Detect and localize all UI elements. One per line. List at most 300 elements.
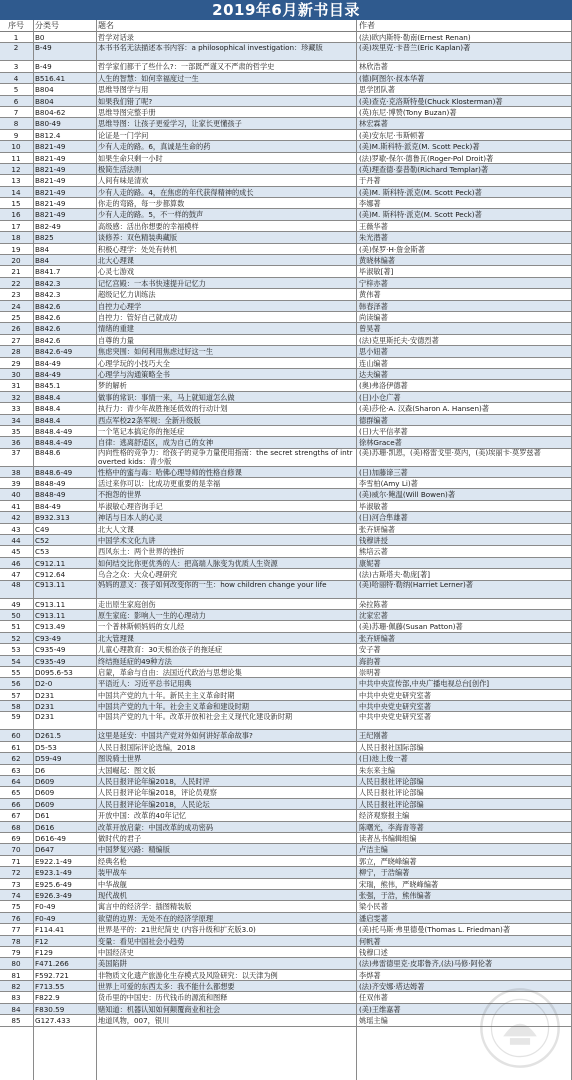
table-row [0,1004,572,1015]
table-row [0,633,572,644]
row-class-number: C913.11 [35,581,66,590]
row-index: 30 [11,369,21,379]
table-row [0,599,572,610]
table-row [0,742,572,753]
row-title: 赌知道：机器认知如何颠覆商业和社会 [98,1004,221,1014]
row-index: 37 [11,449,21,458]
table-row [0,141,572,152]
row-title: 中国共产党的九十年。社会主义革命和建设时期 [98,702,249,712]
row-title: 人生的智慧：如何幸福度过一生 [98,73,199,83]
table-row [0,524,572,535]
row-title: 少有人走的路。6，真诚是生命的药 [98,142,211,152]
table-row [0,992,572,1003]
row-author: 王薇华著 [359,221,388,231]
row-class-number: B-49 [35,62,52,72]
row-author: (日)河合隼雄著 [359,513,408,523]
row-index: 40 [11,490,21,500]
row-author: 韩春泽著 [359,301,388,311]
row-class-number: B821-49 [35,187,66,197]
row-title: 中国共产党的九十年。新民主主义革命时期 [98,690,235,700]
row-title: 哲学家们都干了些什么?：一部既严谨又不严肃的哲学史 [98,62,275,72]
row-author: (英)东尼·博赞(Tony Buzan)著 [359,107,457,117]
row-index: 69 [11,834,21,843]
row-title: 人间有味是清欢 [98,176,149,186]
row-index: 20 [11,256,21,266]
row-author: 达夫编著 [359,369,388,379]
row-class-number: B848-49 [35,479,66,489]
table-row [0,678,572,689]
row-title: 记忆宫殿：一本书快速提升记忆力 [98,278,206,288]
row-index: 71 [11,856,21,866]
row-index: 49 [11,599,21,609]
table-row [0,1015,572,1026]
table-row [0,96,572,107]
row-title: 一个笔记本搞定你的拖延症 [98,426,185,436]
row-title: 装甲战车 [98,868,127,878]
row-title: 超级记忆力训练法 [98,290,156,300]
row-index: 85 [11,1016,21,1026]
table-row [0,913,572,924]
row-author: 任双伟著 [359,993,388,1003]
row-title: 世界上可爱的东西太多：我不能什么都想要 [98,982,235,992]
table-row [0,924,572,935]
row-author: 姚瑶主编 [359,1016,388,1026]
row-title: 世界是平的：21世纪简史 (内容升级和扩充版3.0) [98,925,256,935]
row-author: (法)罗歇-保尔·德鲁瓦(Roger-Pol Droit)著 [359,153,494,163]
column-divider [356,20,357,1080]
row-class-number: F0-49 [35,913,56,923]
table-row [0,164,572,175]
row-title: 极简生活法则 [98,164,142,174]
row-author: (法)齐安娜·塔达姆著 [359,982,425,992]
row-author: 黄伟著 [359,290,381,300]
row-index: 77 [11,925,21,935]
row-title: 做时代的君子 [98,834,142,843]
row-title: 一个普林斯顿妈妈的女儿经 [98,622,185,632]
column-divider [33,20,34,1080]
table-row [0,667,572,678]
row-index: 19 [11,244,21,254]
table-row [0,107,572,118]
row-index: 56 [11,679,21,689]
row-class-number: D5-53 [35,742,57,752]
row-index: 67 [11,811,21,821]
row-class-number: C935-49 [35,645,66,655]
row-author: 李烨著 [359,970,381,980]
row-index: 73 [11,879,21,889]
table-row [0,901,572,912]
row-title: 做事的常识：事情一来，马上就知道怎么做 [98,392,235,402]
row-class-number: B841.7 [35,267,61,277]
row-title: 自律：逃离舒适区，成为自己的女神 [98,438,214,448]
table-row [0,712,572,730]
row-title: 图说骑士世界 [98,754,142,764]
row-index: 31 [11,381,21,391]
row-class-number: B842.6 [35,335,61,345]
row-index: 59 [11,712,21,721]
row-author: 思学团队著 [359,85,395,95]
row-class-number: B848.6-49 [35,467,73,477]
row-title: 原生家庭：影响人一生的心理动力 [98,610,206,620]
table-row [0,501,572,512]
row-title: 中华战舰 [98,879,127,889]
row-class-number: B842.6-49 [35,347,73,357]
row-title: 人民日报国际评论选编，2018 [98,742,196,752]
row-index: 25 [11,312,21,322]
row-class-number: F114.41 [35,925,65,935]
row-class-number: C53 [35,547,50,557]
row-author: 黄晓林编著 [359,256,395,266]
table-row [0,958,572,969]
row-index: 36 [11,438,21,448]
table-row [0,323,572,334]
row-title: 梦的解析 [98,381,127,391]
row-class-number: B84 [35,256,50,266]
row-class-number: B848.4-49 [35,426,73,436]
row-index: 57 [11,690,21,700]
row-title: 开放中国：改革的40年记忆 [98,811,187,821]
row-class-number: D616-49 [35,834,66,843]
row-title: 大国崛起：图文版 [98,765,156,775]
table-row [0,380,572,391]
table-row [0,581,572,599]
row-author: 李娜著 [359,199,381,209]
row-index: 29 [11,358,21,368]
row-author: 人民日报社评论部编 [359,799,424,809]
row-title: 平语近人：习近平总书记用典 [98,679,192,689]
table-row [0,209,572,220]
table-row [0,437,572,448]
row-author: (英)理查德·泰普勒(Richard Templar)著 [359,164,489,174]
row-class-number: F592.721 [35,970,69,980]
row-title: 北大管理课 [98,633,134,643]
row-index: 46 [11,558,21,568]
row-author: 崇明著 [359,667,381,677]
table-row [0,512,572,523]
row-index: 55 [11,667,21,677]
row-index: 5 [13,85,19,95]
table-row [0,489,572,500]
row-index: 32 [11,392,21,402]
row-author: 张卉妍编著 [359,524,395,534]
row-title: 走出原生家庭创伤 [98,599,156,609]
row-author: (美)保罗·H·詹金斯著 [359,244,425,254]
row-author: 潘启雯著 [359,913,388,923]
table-row [0,130,572,141]
table-row [0,278,572,289]
row-title: 这里是延安：中国共产党对外如何讲好革命故事? [98,731,253,741]
sheet-title: 2019年6月新书目录 [0,0,572,20]
row-index: 83 [11,993,21,1003]
table-row [0,73,572,84]
row-index: 35 [11,426,21,436]
row-author: 德群编著 [359,415,388,425]
row-index: 8 [13,119,19,129]
row-class-number: B84-49 [35,501,61,511]
row-class-number: B821-49 [35,199,66,209]
table-row [0,426,572,437]
table-row [0,312,572,323]
row-class-number: D231 [35,712,55,721]
row-class-number: B821-49 [35,176,66,186]
row-class-number: B804 [35,96,54,106]
row-index: 65 [11,788,21,798]
row-author: 经济观察报主编 [359,811,410,821]
table-row [0,535,572,546]
row-index: 78 [11,936,21,946]
table-header [0,20,572,32]
table-row [0,765,572,776]
row-index: 15 [11,199,21,209]
row-title: 高级感：活出你想要的幸福模样 [98,221,199,231]
row-title: 现代战机 [98,890,127,900]
row-index: 48 [11,581,21,590]
table-row [0,255,572,266]
row-author: 柳宁，于浩编著 [359,868,410,878]
row-index: 28 [11,347,21,357]
row-title: 执行力：青少年战胜拖延低效的行动计划 [98,404,228,414]
row-author: (美)安东尼·韦斯顿著 [359,130,425,140]
row-class-number: F822.9 [35,993,60,1003]
table-row [0,467,572,478]
row-author: 朱光潜著 [359,233,388,243]
header-index: 序号 [8,21,24,30]
row-index: 79 [11,947,21,957]
table-row [0,810,572,821]
row-class-number: D616 [35,822,55,832]
row-title: 你走的弯路，每一步都算数 [98,199,185,209]
row-title: 本书书名无法描述本书内容：a philosophical investigation：珍藏版 [98,43,323,52]
row-class-number: B84-49 [35,369,61,379]
row-index: 62 [11,754,21,764]
row-class-number: B842.6 [35,312,61,322]
row-class-number: B84 [35,244,50,254]
header-title: 题名 [98,21,114,30]
row-index: 47 [11,570,21,580]
table-row [0,799,572,810]
row-index: 52 [11,633,21,643]
row-title: 美国陷阱 [98,959,127,969]
row-class-number: D095.6-53 [35,667,73,677]
table-row [0,776,572,787]
row-index: 23 [11,290,21,300]
row-title: 儿童心理教育：30天根治孩子的拖延症 [98,645,223,655]
row-class-number: B82-49 [35,221,61,231]
row-index: 11 [11,153,21,163]
row-class-number: D61 [35,811,50,821]
table-row [0,690,572,701]
table-row [0,656,572,667]
table-row [0,232,572,243]
row-class-number: D6 [35,765,46,775]
row-class-number: F713.55 [35,982,65,992]
row-class-number: B848.6 [35,449,61,458]
row-author: 中共中央党史研究室著 [359,712,431,721]
row-index: 39 [11,479,21,489]
row-title: 人民日报评论年编2018，人民时评 [98,777,210,787]
row-title: 妈妈的意义：孩子如何改变你的一生：how children change your life [98,581,327,590]
row-index: 22 [11,278,21,288]
row-index: 70 [11,845,21,855]
row-title: 思维导图学与用 [98,85,149,95]
row-index: 44 [11,536,21,546]
row-class-number: D609 [35,777,55,787]
table-row [0,644,572,655]
row-class-number: D231 [35,690,55,700]
row-title: 思维导图完整手册 [98,107,156,117]
row-class-number: E926.3-49 [35,890,72,900]
row-author: 张卉妍编著 [359,633,395,643]
row-title: 积极心理学：处处有转机 [98,244,178,254]
row-index: 51 [11,622,21,632]
row-author: 徐林Grace著 [359,438,402,448]
row-author: 陈曙光，李海青等著 [359,822,424,832]
row-author: (日)小仓广著 [359,392,401,402]
row-index: 81 [11,970,21,980]
row-class-number: E922.1-49 [35,856,72,866]
row-author: 于丹著 [359,176,381,186]
row-title: 情绪的重建 [98,324,134,334]
row-author: (美)哈丽特·勒纳(Harriet Lerner)著 [359,581,473,590]
row-index: 53 [11,645,21,655]
row-class-number: B842.6 [35,324,61,334]
table-row [0,84,572,95]
row-class-number: D261.5 [35,731,62,741]
row-class-number: D59-49 [35,754,62,764]
row-title: 思维导图：让孩子更爱学习，让家长更懂孩子 [98,119,242,129]
table-row [0,701,572,712]
row-class-number: B842.3 [35,278,61,288]
row-author: (美)M. 斯科特·派克(M. Scott Peck)著 [359,210,482,220]
row-class-number: B821-49 [35,153,66,163]
row-author: (美)苏珊·佩藤(Susan Patton)著 [359,622,463,632]
row-class-number: B932.313 [35,513,70,523]
table-row [0,221,572,232]
row-class-number: D647 [35,845,55,855]
row-title: 谈修养：双色精装典藏版 [98,233,178,243]
table-row [0,301,572,312]
table-row [0,403,572,414]
row-author: (美)苏珊·凯恩，(美)格雷戈里·莫内，(美)埃丽卡·莫罗兹著 [359,449,541,458]
table-row [0,546,572,557]
row-title: 改革开放启蒙：中国改革的成功密码 [98,822,214,832]
table-row [0,61,572,72]
row-title: 性格中的蜜与毒：哈佛心理导师的性格自修课 [98,467,242,477]
table-row [0,244,572,255]
row-index: 3 [13,62,19,72]
row-index: 2 [13,43,19,52]
row-title: 乌合之众：大众心理研究 [98,570,178,580]
row-class-number: C935-49 [35,656,66,666]
row-class-number: B821-49 [35,210,66,220]
row-index: 26 [11,324,21,334]
row-author: 林欣浩著 [359,62,388,72]
row-title: 非物质文化遗产旅游化生存模式及风险研究：以天津为例 [98,970,278,980]
row-title: 内向性格的竞争力：给孩子的竞争力量使用指南：the secret strengths of introverted kids：青少版 [98,449,353,466]
row-title: 货币里的中国史：历代钱币的源流和图释 [98,993,228,1003]
row-class-number: B848.4-49 [35,438,73,448]
row-title: 少有人走的路。5，不一样的鼓声 [98,210,204,220]
row-title: 如何结交比你更优秀的人：把高端人脉变为优质人生资源 [98,558,278,568]
row-index: 33 [11,404,21,414]
row-title: 少有人走的路。4，在焦虑的年代获得精神的成长 [98,187,254,197]
row-index: 21 [11,267,21,277]
row-index: 72 [11,868,21,878]
row-title: 启蒙，革命与自由：法国近代政治与思想论集 [98,667,242,677]
row-author: 人民日报社评论部编 [359,788,424,798]
row-index: 27 [11,335,21,345]
row-index: 60 [11,731,21,741]
row-author: 人民日报社评论部编 [359,777,424,787]
row-index: 61 [11,742,21,752]
row-author: 宋瑞，熊伟，严晓峰编著 [359,879,439,889]
table-row [0,621,572,632]
row-author: 中共中央党史研究室著 [359,702,431,712]
row-title: 北大心理课 [98,256,134,266]
row-author: (法)弗雷德里克·皮耶鲁齐,(法)马修·阿伦著 [359,959,493,969]
row-class-number: D231 [35,702,55,712]
row-index: 12 [11,164,21,174]
row-author: 思小妞著 [359,347,388,357]
row-index: 24 [11,301,21,311]
row-author: (德)阿图尔·叔本华著 [359,73,425,83]
row-author: 人民日报社国际部编 [359,742,424,752]
table-row [0,415,572,426]
table-row [0,175,572,186]
row-author: 尚读编著 [359,312,388,322]
row-author: 王纪刚著 [359,731,388,741]
table-row [0,753,572,764]
row-index: 64 [11,777,21,787]
row-author: (美)托马斯·弗里德曼(Thomas L. Friedman)著 [359,925,511,935]
table-row [0,730,572,741]
row-index: 42 [11,513,21,523]
table-row [0,867,572,878]
row-title: 论证是一门学问 [98,130,149,140]
row-index: 68 [11,822,21,832]
row-class-number: B848.4 [35,404,61,414]
row-class-number: D2-0 [35,679,53,689]
row-index: 38 [11,467,21,477]
row-index: 4 [13,73,19,83]
row-title: 哲学对话录 [98,33,134,42]
table-row [0,947,572,958]
row-title: 经典名枪 [98,856,127,866]
row-class-number: C913.49 [35,622,66,632]
row-index: 7 [13,107,19,117]
table-row [0,43,572,61]
table-row [0,335,572,346]
row-title: 心理学玩的小技巧大全 [98,358,170,368]
row-title: 欲望的边界：无处不在的经济学原理 [98,913,214,923]
column-divider [96,20,97,1080]
row-class-number: B-49 [35,43,52,52]
row-author: (法)欧内斯特·勒南(Ernest Renan) [359,33,471,42]
row-author: 曾昊著 [359,324,381,334]
table-row [0,187,572,198]
row-class-number: C913.11 [35,599,66,609]
row-class-number: C912.11 [35,558,66,568]
row-author: 张强，于浩，熊伟编著 [359,890,431,900]
table-row [0,558,572,569]
row-author: (法)克里斯托夫·安德烈著 [359,335,439,345]
row-title: 北大人文课 [98,524,134,534]
row-title: 寓言中的经济学：插图精装版 [98,902,192,912]
header-class-number: 分类号 [35,21,59,30]
row-class-number: E925.6-49 [35,879,72,889]
row-author: (美)埃里克·卡普兰(Eric Kaplan)著 [359,43,471,52]
table-row [0,856,572,867]
